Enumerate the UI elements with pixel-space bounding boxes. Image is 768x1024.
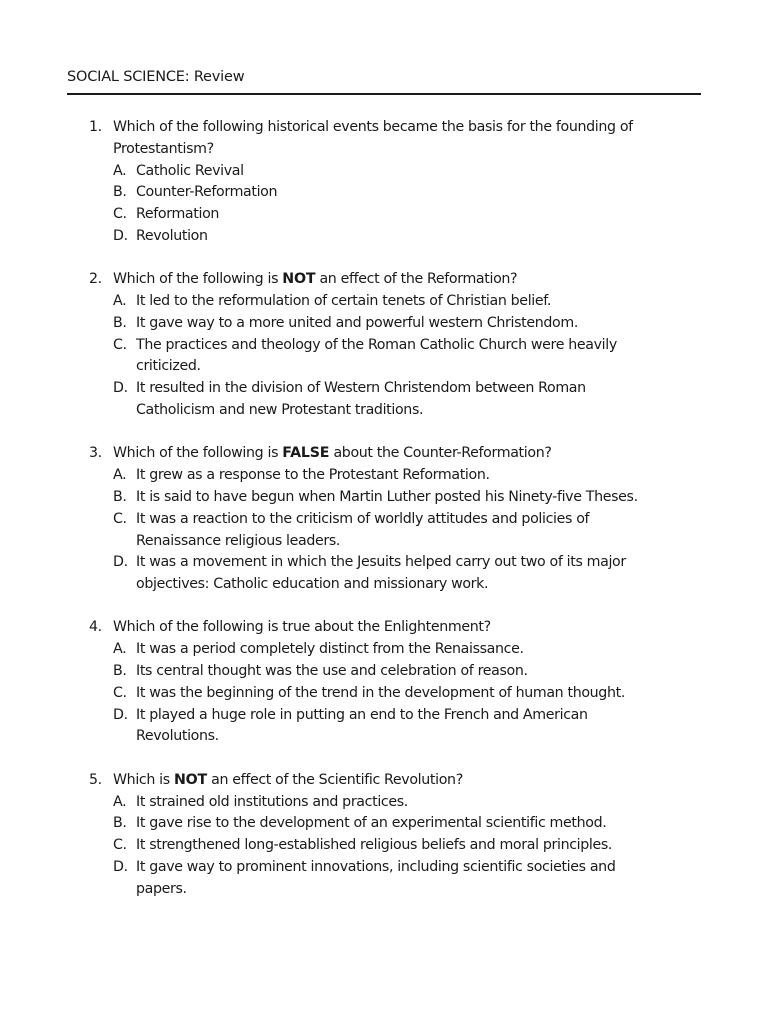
emphasis-not: NOT bbox=[173, 771, 207, 788]
option-b bbox=[0, 313, 768, 335]
option-c-continued bbox=[0, 356, 768, 378]
question-text-post: about the Counter-Reformation? bbox=[329, 445, 552, 462]
question-text-continued: Protestantism? bbox=[113, 140, 214, 157]
option-text: Its central thought was the use and celebration of reason. bbox=[136, 663, 528, 680]
option-letter: C. bbox=[113, 837, 127, 854]
question-text: Which of the following historical events became the basis for the founding of bbox=[113, 119, 633, 135]
question-number: 3. bbox=[89, 445, 102, 462]
page-title: SOCIAL SCIENCE: Review bbox=[67, 69, 245, 85]
option-c bbox=[0, 509, 768, 531]
option-text: Counter-Reformation bbox=[136, 184, 278, 201]
option-c-continued bbox=[0, 531, 768, 553]
option-d bbox=[0, 378, 768, 400]
question-text-post: an effect of the Reformation? bbox=[315, 271, 518, 288]
option-text-continued: criticized. bbox=[136, 358, 201, 375]
header-divider bbox=[67, 93, 701, 95]
option-text: The practices and theology of the Roman Catholic Church were heavily bbox=[136, 336, 617, 353]
question-stem-line bbox=[0, 269, 768, 291]
option-text-continued: objectives: Catholic education and missionary work. bbox=[136, 576, 489, 593]
question-text-post: an effect of the Scientific Revolution? bbox=[206, 771, 463, 788]
option-letter: B. bbox=[113, 815, 127, 832]
question-3 bbox=[0, 443, 768, 596]
question-4 bbox=[0, 617, 768, 748]
option-text: Revolution bbox=[136, 227, 208, 244]
question-stem-line bbox=[0, 117, 768, 139]
question-stem-line bbox=[0, 443, 768, 465]
option-d-continued bbox=[0, 400, 768, 422]
option-letter: A. bbox=[113, 641, 127, 658]
emphasis-false: FALSE bbox=[282, 445, 330, 462]
option-letter: C. bbox=[113, 206, 127, 223]
option-text: It led to the reformulation of certain tenets of Christian belief. bbox=[136, 293, 552, 310]
question-text bbox=[113, 770, 463, 792]
option-text: Catholic Revival bbox=[136, 162, 244, 179]
question-stem-line bbox=[0, 770, 768, 792]
option-text-continued: Renaissance religious leaders. bbox=[136, 532, 341, 549]
question-text bbox=[113, 269, 517, 291]
option-text: It is said to have begun when Martin Luther posted his Ninety-five Theses. bbox=[136, 488, 638, 505]
option-text: Reformation bbox=[136, 206, 220, 223]
question-text-pre: Which of the following is bbox=[113, 271, 283, 288]
option-letter: B. bbox=[113, 314, 127, 331]
option-d bbox=[0, 857, 768, 879]
option-text: It was the beginning of the trend in the development of human thought. bbox=[136, 684, 625, 701]
question-number: 4. bbox=[89, 619, 102, 636]
option-letter: C. bbox=[113, 510, 127, 527]
option-letter: C. bbox=[113, 684, 127, 701]
question-text bbox=[113, 443, 552, 465]
option-c bbox=[0, 683, 768, 705]
option-text: It was a period completely distinct from the Renaissance. bbox=[136, 641, 524, 658]
option-d bbox=[0, 705, 768, 727]
question-1 bbox=[0, 117, 768, 248]
option-letter: A. bbox=[113, 467, 127, 484]
option-text: It played a huge role in putting an end to the French and American bbox=[136, 706, 588, 723]
option-text: It grew as a response to the Protestant Reformation. bbox=[136, 467, 490, 484]
option-letter: B. bbox=[113, 663, 127, 680]
option-text: It was a movement in which the Jesuits helped carry out two of its major bbox=[136, 554, 626, 571]
option-text: It resulted in the division of Western Christendom between Roman bbox=[136, 380, 586, 397]
option-text: It gave way to a more united and powerful western Christendom. bbox=[136, 314, 578, 331]
option-letter: B. bbox=[113, 488, 127, 505]
option-text: It gave way to prominent innovations, including scientific societies and bbox=[136, 858, 616, 875]
option-letter: D. bbox=[113, 227, 128, 244]
question-2 bbox=[0, 269, 768, 422]
question-text-pre: Which is bbox=[113, 771, 174, 788]
option-text-continued: Catholicism and new Protestant traditions. bbox=[136, 402, 424, 419]
option-letter: D. bbox=[113, 380, 128, 397]
option-text: It strained old institutions and practices. bbox=[136, 793, 408, 810]
option-b bbox=[0, 661, 768, 683]
option-d-continued bbox=[0, 726, 768, 748]
option-a bbox=[0, 639, 768, 661]
question-list bbox=[0, 117, 768, 922]
option-c bbox=[0, 204, 768, 226]
option-a bbox=[0, 161, 768, 183]
option-a bbox=[0, 792, 768, 814]
option-text-continued: Revolutions. bbox=[136, 728, 219, 745]
question-number: 2. bbox=[89, 271, 102, 288]
option-letter: A. bbox=[113, 293, 127, 310]
option-letter: A. bbox=[113, 793, 127, 810]
option-b bbox=[0, 182, 768, 204]
option-letter: D. bbox=[113, 706, 128, 723]
option-letter: B. bbox=[113, 184, 127, 201]
option-b bbox=[0, 487, 768, 509]
option-text: It strengthened long-established religious beliefs and moral principles. bbox=[136, 837, 613, 854]
option-d-continued bbox=[0, 574, 768, 596]
emphasis-not: NOT bbox=[282, 271, 316, 288]
option-text: It gave rise to the development of an experimental scientific method. bbox=[136, 815, 607, 832]
option-letter: A. bbox=[113, 162, 127, 179]
question-stem-line bbox=[0, 617, 768, 639]
option-letter: D. bbox=[113, 554, 128, 571]
option-text-continued: papers. bbox=[136, 880, 187, 897]
option-c bbox=[0, 335, 768, 357]
option-c bbox=[0, 835, 768, 857]
option-d bbox=[0, 552, 768, 574]
question-number: 1. bbox=[89, 119, 102, 135]
option-letter: C. bbox=[113, 336, 127, 353]
question-stem-line bbox=[0, 139, 768, 161]
question-number: 5. bbox=[89, 771, 102, 788]
option-text: It was a reaction to the criticism of worldly attitudes and policies of bbox=[136, 510, 590, 527]
option-letter: D. bbox=[113, 858, 128, 875]
question-text: Which of the following is true about the Enlightenment? bbox=[113, 619, 491, 636]
option-b bbox=[0, 813, 768, 835]
option-a bbox=[0, 465, 768, 487]
question-5 bbox=[0, 770, 768, 901]
option-a bbox=[0, 291, 768, 313]
option-d bbox=[0, 226, 768, 248]
question-text-pre: Which of the following is bbox=[113, 445, 283, 462]
option-d-continued bbox=[0, 879, 768, 901]
